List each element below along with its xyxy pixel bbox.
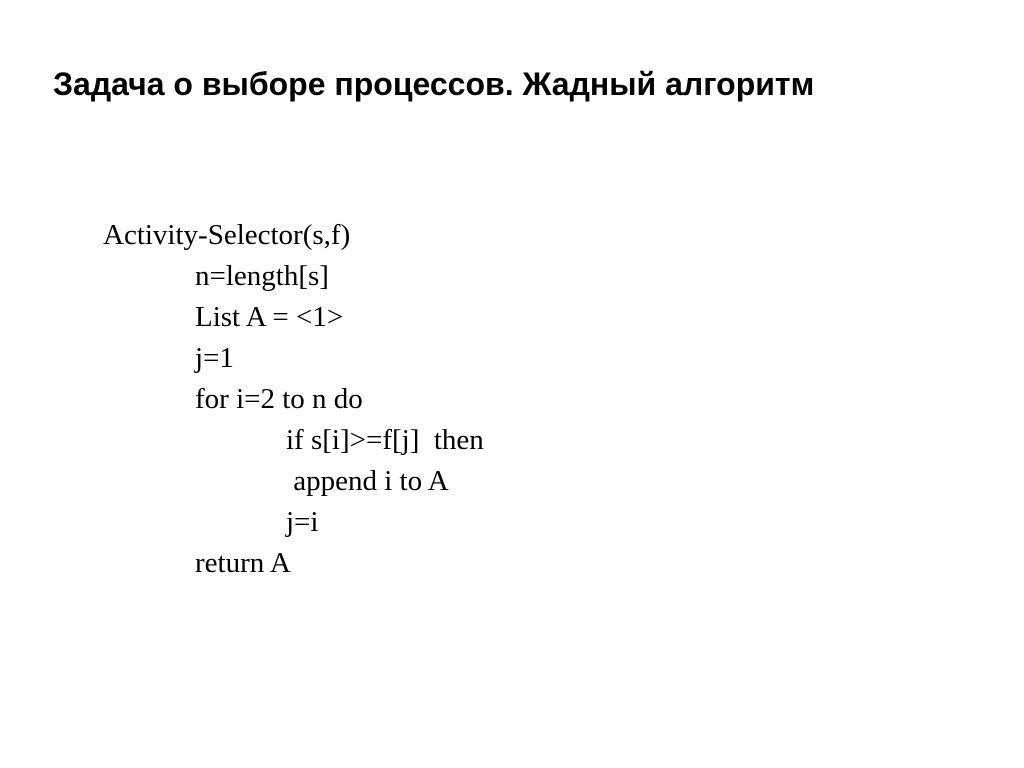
code-line-j-init: j=1 <box>195 342 234 374</box>
code-line-if-condition: if s[i]>=f[j] then <box>286 424 484 456</box>
code-line-length: n=length[s] <box>195 260 329 292</box>
slide-title: Задача о выборе процессов. Жадный алгоритм <box>53 66 815 102</box>
code-line-for-loop: for i=2 to n do <box>195 383 363 415</box>
code-line-function-signature: Activity-Selector(s,f) <box>103 219 351 251</box>
code-line-return: return A <box>195 547 291 579</box>
code-line-append: append i to A <box>286 465 449 497</box>
code-line-j-assign: j=i <box>286 506 319 538</box>
code-line-list-init: List A = <1> <box>195 301 344 333</box>
